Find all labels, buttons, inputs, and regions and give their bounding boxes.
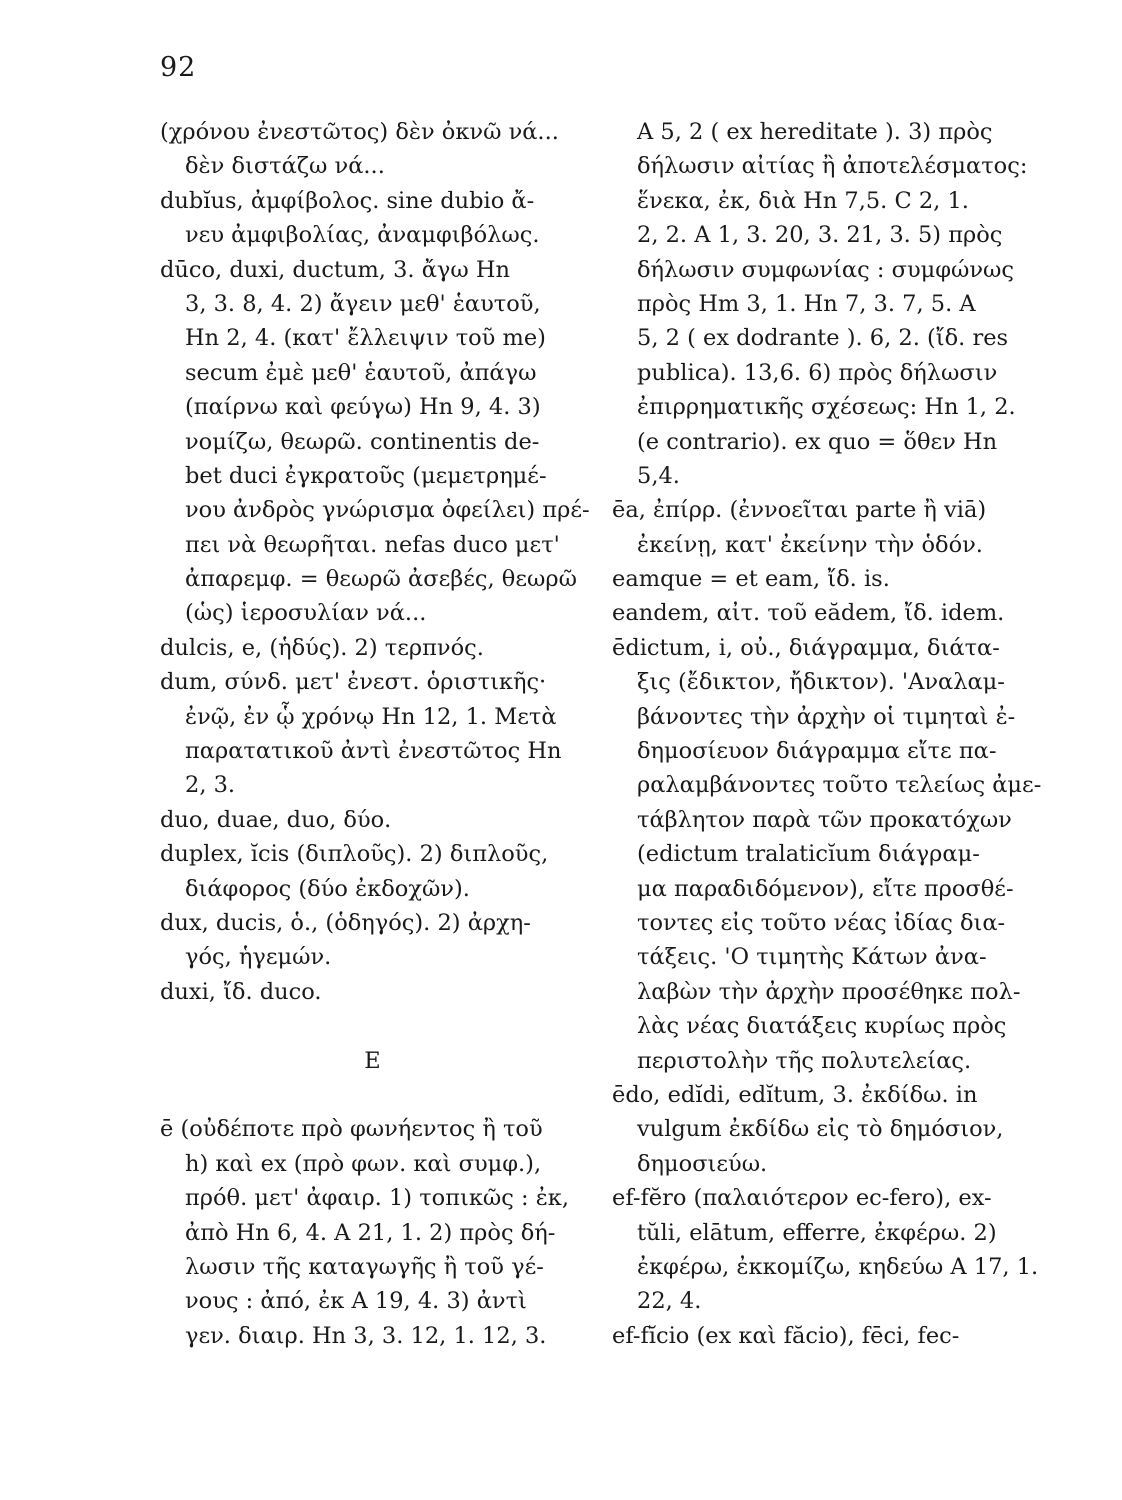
text-line: 3, 3. 8, 4. 2) ἄγειν μεθ' ἑαυτοῦ, xyxy=(185,290,541,317)
text-line: (edictum tralaticĭum διάγραμ- xyxy=(637,841,980,868)
text-line: dulcis, e, (ἡδύς). 2) τερπνός. xyxy=(160,634,484,661)
right-column xyxy=(612,115,1074,1353)
text-line: τάξεις. 'Ο τιμητὴς Κάτων ἀνα- xyxy=(637,944,987,971)
text-line: νους : ἀπό, ἐκ A 19, 4. 3) ἀντὶ xyxy=(185,1288,527,1315)
text-line: λωσιν τῆς καταγωγῆς ἢ τοῦ γέ- xyxy=(185,1253,544,1280)
text-line: dūco, duxi, ductum, 3. ἄγω Hn xyxy=(160,256,510,283)
text-line: ēa, ἐπίρρ. (ἐννοεῖται parte ἢ viā) xyxy=(612,497,987,524)
text-line: duo, duae, duo, δύο. xyxy=(160,806,392,833)
text-line: dubĭus, ἀμφίβολος. sine dubio ἄ- xyxy=(160,187,535,214)
text-line: δημοσίευον διάγραμμα εἴτε πα- xyxy=(637,738,997,765)
text-line: ἐκφέρω, ἐκκομίζω, κηδεύω A 17, 1. xyxy=(637,1253,1039,1280)
text-line: λὰς νέας διατάξεις κυρίως πρὸς xyxy=(637,1013,1007,1040)
left-column xyxy=(160,115,590,1353)
text-line: 2, 2. A 1, 3. 20, 3. 21, 3. 5) πρὸς xyxy=(637,222,1003,249)
text-line: 22, 4. xyxy=(637,1288,702,1315)
text-line: γεν. διαιρ. Hn 3, 3. 12, 1. 12, 3. xyxy=(185,1322,547,1349)
text-line: ἕνεκα, ἐκ, διὰ Hn 7,5. C 2, 1. xyxy=(637,187,969,214)
text-line: περιστολὴν τῆς πολυτελείας. xyxy=(637,1047,972,1074)
text-line: πει νὰ θεωρῆται. nefas duco μετ' xyxy=(185,531,560,558)
text-line: (e contrario). ex quo = ὅθεν Hn xyxy=(637,428,998,455)
text-line: δήλωσιν συμφωνίας : συμφώνως xyxy=(637,256,1014,283)
text-line: vulgum ἐκδίδω εἰς τὸ δημόσιον, xyxy=(637,1116,1004,1143)
text-line: duplex, ĭcis (διπλοῦς). 2) διπλοῦς, xyxy=(160,841,549,868)
text-line: 2, 3. xyxy=(185,772,236,799)
text-line: ἐπιρρηματικῆς σχέσεως: Hn 1, 2. xyxy=(637,394,1016,421)
text-line: h) καὶ ex (πρὸ φων. καὶ συμφ.), xyxy=(185,1150,542,1177)
text-line: ἐνῷ, ἐν ᾧ χρόνῳ Hn 12, 1. Μετὰ xyxy=(185,703,557,730)
text-line: δήλωσιν αἰτίας ἢ ἀποτελέσματος: xyxy=(637,153,1028,180)
text-line: dux, ducis, ὁ., (ὁδηγός). 2) ἀρχη- xyxy=(160,909,531,936)
text-line: νου ἀνδρὸς γνώρισμα ὀφείλει) πρέ- xyxy=(185,497,590,524)
text-line: νομίζω, θεωρῶ. continentis de- xyxy=(185,428,540,455)
text-line: ἀπαρεμφ. = θεωρῶ ἀσεβές, θεωρῶ xyxy=(185,566,577,593)
page-number: 92 xyxy=(160,52,197,83)
text-line: νευ ἀμφιβολίας, ἀναμφιβόλως. xyxy=(185,222,540,249)
text-line: γός, ἡγεμών. xyxy=(185,944,332,971)
text-line: πρὸς Hm 3, 1. Hn 7, 3. 7, 5. A xyxy=(637,290,976,317)
text-line: eamque = et eam, ἴδ. is. xyxy=(612,566,890,593)
text-line: tŭli, elātum, efferre, ἐκφέρω. 2) xyxy=(637,1219,997,1246)
text-line: διάφορος (δύο ἐκδοχῶν). xyxy=(185,875,470,902)
text-line: δημοσιεύω. xyxy=(637,1150,768,1177)
text-line: τοντες εἰς τοῦτο νέας ἰδίας δια- xyxy=(637,909,1006,936)
text-line: ēdictum, i, οὐ., διάγραμμα, διάτα- xyxy=(612,634,1000,661)
text-line: eandem, αἰτ. τοῦ eădem, ἴδ. idem. xyxy=(612,600,1005,627)
text-line: dum, σύνδ. μετ' ἐνεστ. ὁριστικῆς· xyxy=(160,669,547,696)
text-line: ραλαμβάνοντες τοῦτο τελείως ἀμε- xyxy=(637,772,1042,799)
text-line: A 5, 2 ( ex hereditate ). 3) πρὸς xyxy=(637,119,993,145)
text-line: (χρόνου ἐνεστῶτος) δὲν ὀκνῶ νά... xyxy=(160,119,559,145)
text-line: πρόθ. μετ' ἀφαιρ. 1) τοπικῶς : ἐκ, xyxy=(185,1185,570,1212)
text-line: publica). 13,6. 6) πρὸς δήλωσιν xyxy=(637,359,998,386)
text-line: Hn 2, 4. (κατ' ἔλλειψιν τοῦ me) xyxy=(185,325,546,352)
text-line: ē (οὐδέποτε πρὸ φωνήεντος ἢ τοῦ xyxy=(160,1116,543,1143)
text-line: duxi, ἴδ. duco. xyxy=(160,978,322,1005)
text-line: 5,4. xyxy=(637,462,680,489)
text-line: ξις (ἔδικτον, ἤδικτον). 'Αναλαμ- xyxy=(637,669,1005,696)
text-line: (ὡς) ἱεροσυλίαν νά... xyxy=(185,600,427,627)
text-line: μα παραδιδόμενον), εἴτε προσθέ- xyxy=(637,875,1014,902)
text-line: ἀπὸ Hn 6, 4. A 21, 1. 2) πρὸς δή- xyxy=(185,1219,556,1246)
text-line: τάβλητον παρὰ τῶν προκατόχων xyxy=(637,806,1012,833)
text-line: λαβὼν τὴν ἀρχὴν προσέθηκε πολ- xyxy=(637,978,1021,1005)
text-line: secum ἐμὲ μεθ' ἑαυτοῦ, ἀπάγω xyxy=(185,359,537,386)
section-letter: E xyxy=(364,1047,381,1074)
text-line: ἐκείνῃ, κατ' ἐκείνην τὴν ὁδόν. xyxy=(637,531,983,558)
text-line: βάνοντες τὴν ἀρχὴν οἱ τιμηταὶ ἐ- xyxy=(637,703,1016,730)
text-line: ef-fĭcio (ex καὶ făcio), fēci, fec- xyxy=(612,1322,960,1349)
text-line: δὲν διστάζω νά... xyxy=(185,153,385,180)
text-line: bet duci ἐγκρατοῦς (μεμετρημέ- xyxy=(185,462,547,489)
text-line: 5, 2 ( ex dodrante ). 6, 2. (ἴδ. res xyxy=(637,325,1009,352)
text-line: ef-fĕro (παλαιότερον ec-fero), ex- xyxy=(612,1185,992,1212)
text-line: ēdo, edĭdi, edĭtum, 3. ἐκδίδω. in xyxy=(612,1081,978,1108)
text-line: παρατατικοῦ ἀντὶ ἐνεστῶτος Hn xyxy=(185,738,562,765)
text-line: (παίρνω καὶ φεύγω) Hn 9, 4. 3) xyxy=(185,394,541,421)
